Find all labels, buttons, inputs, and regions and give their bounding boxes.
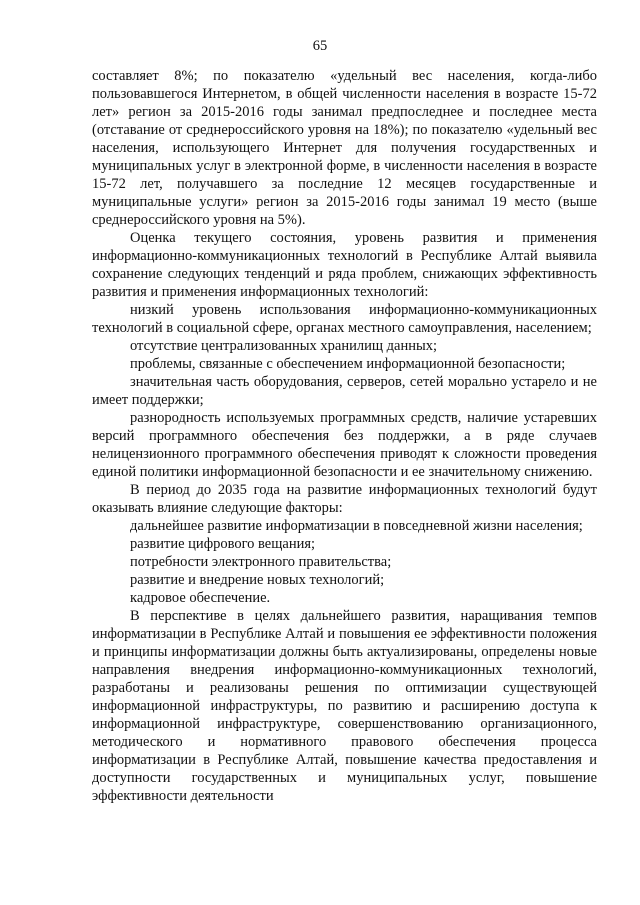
page-number: 65 [312,38,328,54]
list-item-security-problems: проблемы, связанные с обеспечением информационной безопасности; [130,356,566,372]
list-item-informatization-development: дальнейшее развитие информатизации в повседневной жизни населения; [130,518,583,534]
list-item-staffing: кадровое обеспечение. [130,590,271,606]
paragraph-assessment-intro: Оценка текущего состояния, уровень развития и применения информационно-коммуникационных технологий в Республике Алтай выявила сохранение следующих тенденций и ряда проблем, снижающих эффективность развития и применения информационных технологий: [92,230,597,300]
list-item-low-ict-usage: низкий уровень использования информационно-коммуникационных технологий в социальной сфере, органах местного самоуправления, населением; [92,302,597,336]
paragraph-statistics-continued: составляет 8%; по показателю «удельный вес населения, когда-либо пользовавшегося Интернетом, в общей численности населения в возрасте 15-72 лет» регион за 2015-2016 годы занимал предпоследнее и последнее места (отставание от среднероссийского уровня на 18%); по показателю «удельный вес населения, использующего Интернет для получения государственных и муниципальных услуг в электронной форме, в численности населения в возрасте 15-72 лет, получавшего за последние 12 месяцев государственные и муниципальные услуги» регион за 2015-2016 годы занимал 19 место (выше среднероссийского уровня на 5%). [92,68,597,228]
body-text [92,67,597,805]
paragraph-factors-intro: В период до 2035 года на развитие информационных технологий будут оказывать влияние следующие факторы: [92,482,597,516]
list-item-new-technologies: развитие и внедрение новых технологий; [130,572,385,588]
list-item-heterogeneous-software: разнородность используемых программных средств, наличие устаревших версий программного обеспечения без поддержки, а в ряде случаев нелицензионного программного обеспечения приводят к сложности проведения единой политики информационной безопасности и ее значительному снижению. [92,410,597,480]
list-item-digital-broadcasting: развитие цифрового вещания; [130,536,316,552]
list-item-e-government-needs: потребности электронного правительства; [130,554,392,570]
list-item-outdated-equipment: значительная часть оборудования, серверов, сетей морально устарело и не имеет поддержки; [92,374,597,408]
paragraph-future-perspective: В перспективе в целях дальнейшего развития, наращивания темпов информатизации в Республике Алтай и повышения ее эффективности положения и принципы информатизации должны быть актуализированы, определены новые направления внедрения информационно-коммуникационных технологий, разработаны и реализованы решения по оптимизации существующей информационной инфраструктуры, по развитию и расширению доступа к информационной инфраструктуре, совершенствованию организационного, методического и нормативного правового обеспечения процесса информатизации в Республике Алтай, повышение качества предоставления и доступности государственных и муниципальных услуг, повышение эффективности деятельности [92,608,597,804]
list-item-no-centralized-storage: отсутствие централизованных хранилищ данных; [130,338,438,354]
